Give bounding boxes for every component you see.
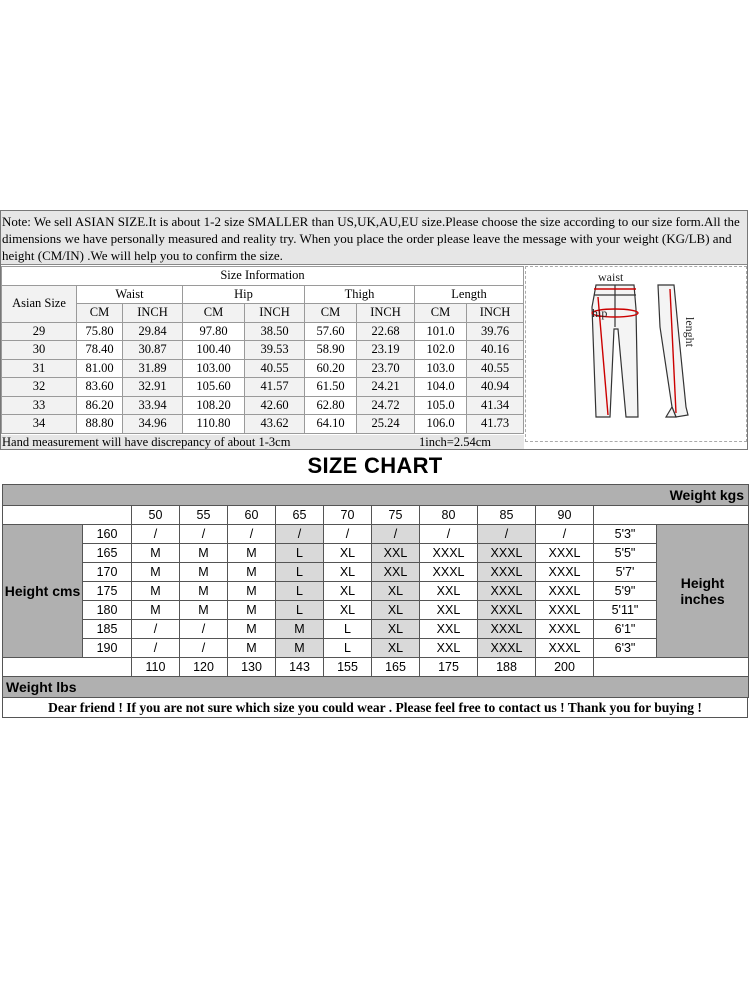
height-cm-cell: 170 [83, 563, 132, 582]
size-chart-row [3, 639, 749, 658]
size-cell: XXXL [478, 582, 536, 601]
unit-header: INCH [357, 304, 415, 323]
size-cell: M [180, 563, 228, 582]
height-cm-cell: 185 [83, 620, 132, 639]
asian-size-cell: 34 [2, 415, 77, 434]
height-cm-cell: 175 [83, 582, 132, 601]
inch-conversion-note: 1inch=2.54cm [419, 435, 491, 449]
size-cell: / [132, 639, 180, 658]
measure-cell: 40.16 [467, 341, 524, 360]
weight-lbs-header: Weight lbs [3, 677, 749, 698]
size-cell: M [132, 601, 180, 620]
size-chart-row [3, 563, 749, 582]
hip-label: hip [592, 306, 608, 320]
size-cell: XL [324, 544, 372, 563]
height-cms-label: Height cms [3, 525, 83, 658]
size-cell: / [180, 525, 228, 544]
size-cell: / [324, 525, 372, 544]
size-chart-row [3, 525, 749, 544]
measure-row [2, 378, 524, 397]
measure-cell: 104.0 [415, 378, 467, 397]
size-cell: / [180, 639, 228, 658]
asian-size-cell: 32 [2, 378, 77, 397]
measure-cell: 108.20 [183, 396, 245, 415]
measure-cell: 58.90 [305, 341, 357, 360]
measure-cell: 23.70 [357, 359, 415, 378]
size-cell: M [228, 601, 276, 620]
size-cell: M [132, 544, 180, 563]
size-cell: M [180, 601, 228, 620]
weight-kg-cell: 75 [372, 506, 420, 525]
size-cell: XXL [420, 582, 478, 601]
size-cell: XXXL [536, 639, 594, 658]
measure-cell: 86.20 [77, 396, 123, 415]
asian-size-cell: 33 [2, 396, 77, 415]
weight-kg-cell: 65 [276, 506, 324, 525]
height-inch-cell: 5'5" [594, 544, 657, 563]
size-cell: XL [372, 601, 420, 620]
measure-row [2, 359, 524, 378]
size-cell: M [228, 563, 276, 582]
asian-size-cell: 30 [2, 341, 77, 360]
measure-cell: 39.76 [467, 322, 524, 341]
size-cell: XXL [420, 639, 478, 658]
measure-cell: 40.94 [467, 378, 524, 397]
size-cell: / [372, 525, 420, 544]
contact-message: Dear friend ! If you are not sure which size you could wear . Please feel free to contact us ! Thank you for buying ! [2, 697, 748, 718]
size-cell: / [132, 620, 180, 639]
measure-cell: 34.96 [123, 415, 183, 434]
weight-lb-cell: 110 [132, 658, 180, 677]
measure-cell: 61.50 [305, 378, 357, 397]
size-cell: XXXL [536, 563, 594, 582]
size-cell: XL [372, 582, 420, 601]
measurement-footer [1, 435, 524, 449]
unit-header: CM [415, 304, 467, 323]
size-cell: M [132, 563, 180, 582]
measure-cell: 83.60 [77, 378, 123, 397]
size-cell: XL [324, 582, 372, 601]
size-cell: XXXL [478, 563, 536, 582]
size-cell: L [276, 582, 324, 601]
size-information-title: Size Information [2, 267, 524, 286]
unit-header: CM [183, 304, 245, 323]
height-inch-cell: 6'3" [594, 639, 657, 658]
size-cell: XXXL [478, 601, 536, 620]
height-inch-cell: 5'7' [594, 563, 657, 582]
measure-cell: 41.57 [245, 378, 305, 397]
size-cell: M [228, 582, 276, 601]
size-cell: XXL [372, 544, 420, 563]
unit-header: CM [77, 304, 123, 323]
weight-kg-cell: 80 [420, 506, 478, 525]
blank-cell [594, 658, 749, 677]
size-chart-table [2, 484, 749, 698]
size-cell: XXXL [478, 620, 536, 639]
measure-cell: 81.00 [77, 359, 123, 378]
size-cell: XXXL [420, 563, 478, 582]
unit-header: INCH [245, 304, 305, 323]
measure-cell: 60.20 [305, 359, 357, 378]
weight-kg-cell: 70 [324, 506, 372, 525]
blank-cell [3, 658, 132, 677]
measure-cell: 42.60 [245, 396, 305, 415]
size-cell: XXXL [478, 544, 536, 563]
group-header-length: Length [415, 285, 524, 304]
height-cm-cell: 165 [83, 544, 132, 563]
group-header-thigh: Thigh [305, 285, 415, 304]
group-header-waist: Waist [77, 285, 183, 304]
size-cell: XXL [420, 601, 478, 620]
height-cm-cell: 160 [83, 525, 132, 544]
height-cm-cell: 190 [83, 639, 132, 658]
length-label: lenght [683, 317, 697, 347]
size-cell: XXXL [536, 544, 594, 563]
size-cell: / [478, 525, 536, 544]
size-chart-row [3, 544, 749, 563]
measure-cell: 110.80 [183, 415, 245, 434]
pants-illustration [526, 267, 746, 441]
height-inch-cell: 6'1" [594, 620, 657, 639]
size-cell: M [228, 639, 276, 658]
measure-row [2, 396, 524, 415]
weight-lb-cell: 200 [536, 658, 594, 677]
size-chart-row [3, 601, 749, 620]
size-cell: / [180, 620, 228, 639]
size-cell: M [228, 620, 276, 639]
weight-lb-cell: 120 [180, 658, 228, 677]
weight-kg-cell: 50 [132, 506, 180, 525]
measure-cell: 100.40 [183, 341, 245, 360]
height-inch-cell: 5'9" [594, 582, 657, 601]
size-cell: M [132, 582, 180, 601]
measure-cell: 78.40 [77, 341, 123, 360]
asian-size-cell: 29 [2, 322, 77, 341]
measure-cell: 33.94 [123, 396, 183, 415]
weight-kg-cell: 85 [478, 506, 536, 525]
weight-lb-cell: 155 [324, 658, 372, 677]
asian-size-header: Asian Size [2, 285, 77, 322]
size-cell: XXXL [420, 544, 478, 563]
weight-kgs-header: Weight kgs [3, 485, 749, 506]
measure-cell: 30.87 [123, 341, 183, 360]
weight-kg-cell: 60 [228, 506, 276, 525]
measure-cell: 24.72 [357, 396, 415, 415]
size-cell: / [420, 525, 478, 544]
measure-cell: 102.0 [415, 341, 467, 360]
discrepancy-note: Hand measurement will have discrepancy of about 1-3cm [2, 435, 291, 449]
size-cell: XXXL [536, 620, 594, 639]
weight-kg-cell: 55 [180, 506, 228, 525]
size-cell: L [276, 544, 324, 563]
measure-row [2, 415, 524, 434]
unit-header: INCH [123, 304, 183, 323]
size-cell: M [228, 544, 276, 563]
weight-lb-cell: 175 [420, 658, 478, 677]
measure-cell: 103.0 [415, 359, 467, 378]
weight-lb-cell: 165 [372, 658, 420, 677]
measure-cell: 40.55 [245, 359, 305, 378]
measure-cell: 39.53 [245, 341, 305, 360]
measure-cell: 38.50 [245, 322, 305, 341]
height-cm-cell: 180 [83, 601, 132, 620]
size-cell: / [132, 525, 180, 544]
size-cell: L [324, 620, 372, 639]
size-cell: XXL [420, 620, 478, 639]
size-cell: M [180, 544, 228, 563]
unit-header: INCH [467, 304, 524, 323]
height-inches-label: Height inches [657, 525, 749, 658]
size-cell: L [276, 563, 324, 582]
size-cell: / [228, 525, 276, 544]
size-note: Note: We sell ASIAN SIZE.It is about 1-2 size SMALLER than US,UK,AU,EU size.Please choose the size according to our size form.All the dimensions we have personally measured and reality try. When you place the order please leave the message with your weight (KG/LB) and height (CM/IN) .We will help you to confirm the size. [1, 211, 747, 265]
weight-lb-cell: 143 [276, 658, 324, 677]
size-cell: XL [372, 639, 420, 658]
size-information-panel [0, 210, 748, 450]
weight-lb-cell: 188 [478, 658, 536, 677]
weight-kg-cell: 90 [536, 506, 594, 525]
measure-cell: 41.34 [467, 396, 524, 415]
height-inch-cell: 5'11" [594, 601, 657, 620]
size-cell: / [276, 525, 324, 544]
size-information-table [1, 266, 524, 434]
measure-cell: 64.10 [305, 415, 357, 434]
size-cell: XXXL [536, 601, 594, 620]
unit-header: CM [305, 304, 357, 323]
measure-cell: 43.62 [245, 415, 305, 434]
measure-cell: 29.84 [123, 322, 183, 341]
measure-cell: 62.80 [305, 396, 357, 415]
size-cell: XXL [372, 563, 420, 582]
height-inch-cell: 5'3" [594, 525, 657, 544]
blank-cell [594, 506, 749, 525]
measure-cell: 105.60 [183, 378, 245, 397]
asian-size-cell: 31 [2, 359, 77, 378]
measure-cell: 22.68 [357, 322, 415, 341]
measure-cell: 101.0 [415, 322, 467, 341]
pants-measurement-diagram [525, 266, 747, 442]
size-cell: XXXL [536, 582, 594, 601]
size-chart-row [3, 620, 749, 639]
measure-row [2, 341, 524, 360]
size-cell: / [536, 525, 594, 544]
size-cell: M [276, 639, 324, 658]
measure-cell: 105.0 [415, 396, 467, 415]
size-cell: L [324, 639, 372, 658]
measure-cell: 31.89 [123, 359, 183, 378]
measure-cell: 103.00 [183, 359, 245, 378]
measure-cell: 41.73 [467, 415, 524, 434]
measure-cell: 25.24 [357, 415, 415, 434]
measure-cell: 88.80 [77, 415, 123, 434]
measure-cell: 32.91 [123, 378, 183, 397]
size-cell: L [276, 601, 324, 620]
measure-cell: 23.19 [357, 341, 415, 360]
weight-lb-cell: 130 [228, 658, 276, 677]
group-header-hip: Hip [183, 285, 305, 304]
size-cell: M [276, 620, 324, 639]
size-cell: XL [372, 620, 420, 639]
blank-cell [3, 506, 132, 525]
measure-cell: 97.80 [183, 322, 245, 341]
measure-cell: 24.21 [357, 378, 415, 397]
size-cell: XXXL [478, 639, 536, 658]
size-cell: M [180, 582, 228, 601]
measure-cell: 57.60 [305, 322, 357, 341]
size-cell: XL [324, 601, 372, 620]
measure-cell: 75.80 [77, 322, 123, 341]
size-chart-title: SIZE CHART [307, 453, 443, 478]
measure-cell: 106.0 [415, 415, 467, 434]
measure-cell: 40.55 [467, 359, 524, 378]
size-chart-row [3, 582, 749, 601]
measure-row [2, 322, 524, 341]
size-cell: XL [324, 563, 372, 582]
waist-label: waist [598, 270, 624, 284]
